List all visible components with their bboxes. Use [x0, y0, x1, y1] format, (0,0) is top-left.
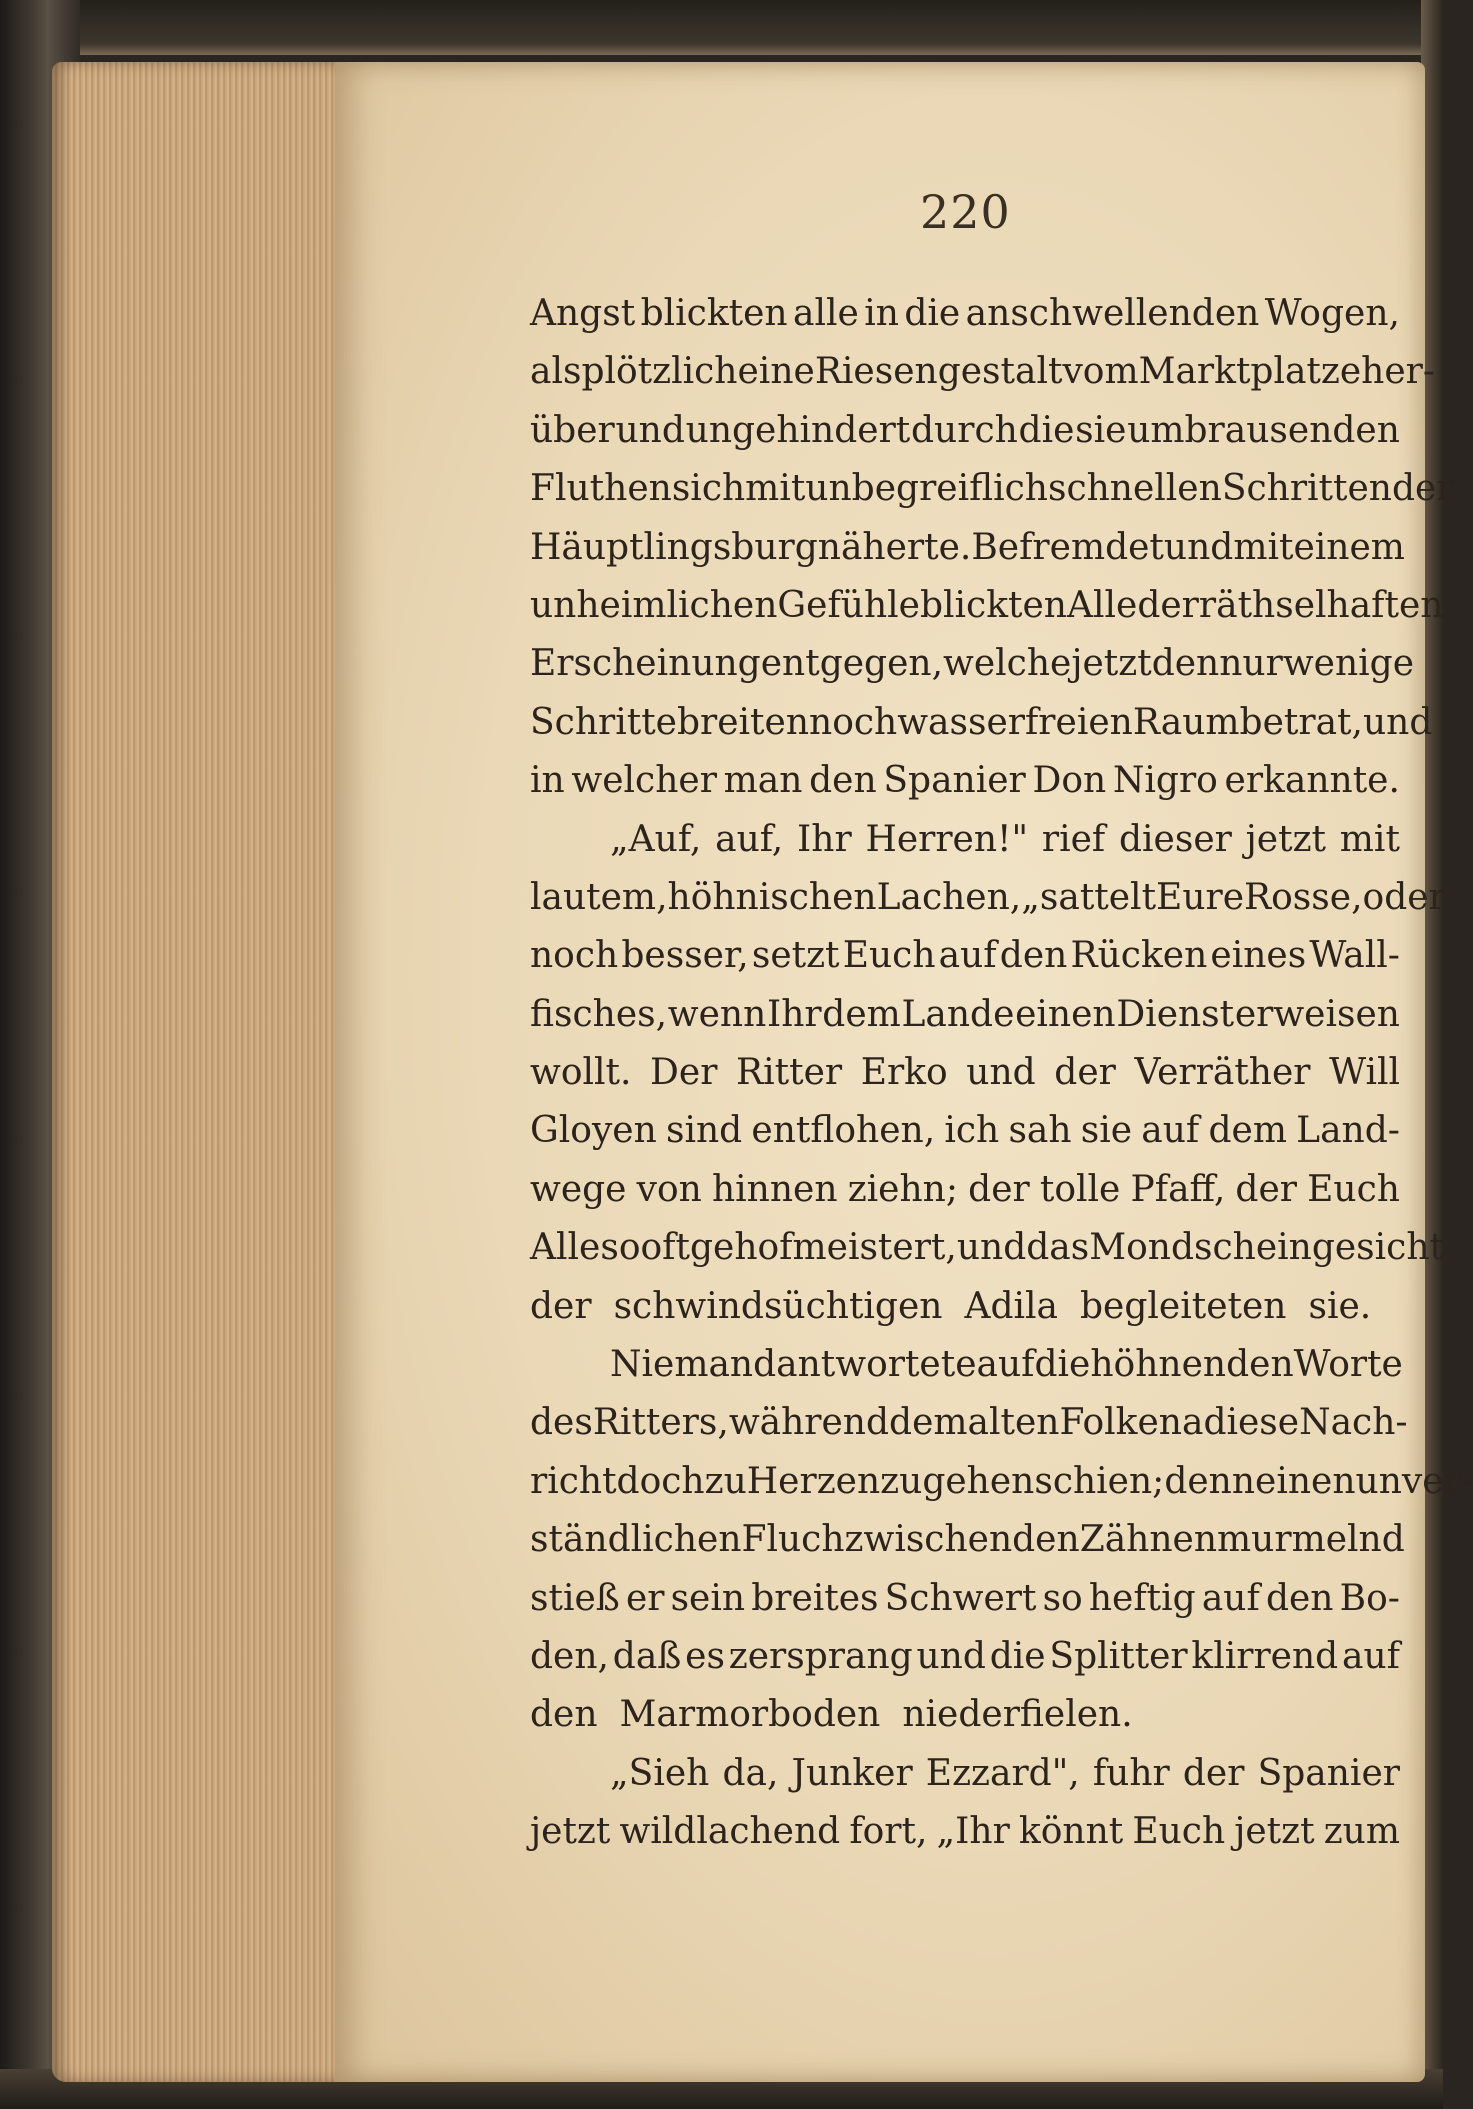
word: „Auf,	[610, 818, 702, 860]
word: die	[1018, 409, 1075, 451]
word: doch	[616, 1460, 705, 1502]
word: setzt	[751, 935, 840, 977]
word: der	[1137, 584, 1199, 626]
word: einen	[1015, 993, 1116, 1035]
word: zwischen	[844, 1519, 1013, 1561]
word: dem	[889, 1402, 968, 1444]
word: Schritten	[1221, 468, 1392, 510]
word: während	[728, 1402, 890, 1444]
word: eines	[1210, 935, 1307, 977]
word: des	[530, 1402, 593, 1444]
word: den,	[530, 1635, 609, 1677]
text-line	[530, 1161, 1400, 1219]
word: diese	[1203, 1402, 1300, 1444]
word: zum	[1323, 1811, 1400, 1853]
word: Ihr	[797, 818, 852, 860]
word: Land-	[1296, 1110, 1400, 1152]
word: Alle	[1066, 584, 1138, 626]
word: den	[530, 1694, 598, 1736]
page-number: 220	[920, 185, 1011, 239]
word: heftig	[1088, 1577, 1196, 1619]
word: dem	[822, 993, 901, 1035]
word: unver-	[1355, 1460, 1473, 1502]
word: Schwert	[884, 1577, 1037, 1619]
word: entflohen,	[751, 1110, 936, 1152]
word: wasserfreien	[897, 701, 1133, 743]
word: blickten	[640, 293, 788, 334]
word: Niemand	[610, 1344, 777, 1386]
word: gehen	[922, 1460, 1035, 1502]
word: begleiteten	[1080, 1285, 1287, 1327]
word: Marmorboden	[619, 1694, 881, 1736]
word: entgegen,	[760, 643, 944, 685]
word: Herzen	[746, 1460, 881, 1502]
word: stieß	[530, 1577, 620, 1619]
word: nur	[1219, 643, 1283, 685]
word: erweisen	[1234, 993, 1400, 1035]
word: sah	[1008, 1110, 1072, 1152]
word: jetzt	[1234, 1811, 1315, 1853]
word: es	[685, 1635, 725, 1677]
word: Erko	[860, 1052, 948, 1094]
text-line	[530, 1453, 1473, 1511]
word: Riesengestalt	[814, 351, 1063, 393]
word: zersprang	[728, 1635, 913, 1677]
word: mit	[745, 468, 806, 510]
text-line	[530, 519, 1405, 577]
word: sein	[670, 1577, 746, 1619]
word: Alle	[530, 1227, 601, 1269]
word: Euch	[842, 935, 936, 977]
word: Gloyen	[530, 1110, 657, 1152]
text-line	[530, 927, 1400, 985]
word: her-	[1361, 351, 1436, 393]
word: den	[1012, 1519, 1080, 1561]
text-line	[530, 752, 1400, 810]
text-line	[530, 1745, 1400, 1803]
text-line	[530, 986, 1400, 1044]
word: jetzt	[1245, 818, 1327, 860]
word: in	[864, 293, 899, 334]
text-line	[530, 343, 1436, 401]
word: ungehindert	[685, 409, 911, 451]
text-line	[530, 402, 1400, 460]
word: murmelnd	[1217, 1519, 1405, 1561]
word: Fluthen	[530, 468, 672, 510]
word: fort,	[849, 1811, 928, 1853]
word: der	[1391, 468, 1454, 510]
word: Verräther	[1134, 1052, 1311, 1094]
word: denn	[1164, 1460, 1256, 1502]
word: Mondscheingesicht	[1089, 1227, 1444, 1269]
text-line	[530, 1628, 1400, 1686]
word: Worte	[1293, 1344, 1403, 1386]
word: auf	[1342, 1635, 1400, 1677]
word: Splitter	[1049, 1635, 1188, 1677]
word: Wall-	[1309, 935, 1400, 977]
word: höhnenden	[1090, 1344, 1294, 1386]
word: breiten	[676, 701, 810, 743]
word: unheimlichen	[530, 584, 778, 626]
word: Der	[650, 1052, 718, 1094]
word: Zähnen	[1079, 1519, 1218, 1561]
word: den	[809, 760, 877, 802]
word: höhnischen	[667, 876, 877, 918]
word: in	[530, 760, 565, 802]
word: er	[625, 1577, 665, 1619]
word: tolle	[1039, 1168, 1121, 1210]
word: gehofmeistert,	[689, 1227, 957, 1269]
word: Häuptlingsburg	[530, 526, 818, 568]
word: auf	[1141, 1110, 1200, 1152]
text-line	[530, 285, 1400, 343]
word: betrat,	[1239, 701, 1363, 743]
book-cover-top	[0, 0, 1443, 55]
page-edges	[52, 62, 352, 2082]
word: ziehn;	[847, 1168, 958, 1210]
text-line	[530, 1511, 1405, 1569]
word: auf,	[715, 818, 784, 860]
word: Spanier	[1257, 1752, 1400, 1794]
word: erkannte.	[1224, 760, 1400, 802]
word: anschwellenden	[965, 293, 1260, 334]
word: sie.	[1308, 1285, 1372, 1327]
word: Rücken	[1070, 935, 1208, 977]
word: unbegreiflich	[805, 468, 1048, 510]
word: alle	[793, 293, 859, 334]
word: die	[904, 293, 961, 334]
word: richt	[530, 1460, 617, 1502]
text-line	[530, 1278, 1400, 1336]
word: schnellen	[1047, 468, 1222, 510]
word: fuhr	[1092, 1752, 1170, 1794]
word: der	[1235, 1168, 1297, 1210]
word: jetzt	[530, 1811, 611, 1853]
word: welche	[943, 643, 1072, 685]
word: schwindsüchtigen	[613, 1285, 943, 1327]
word: auf	[938, 935, 997, 977]
word: wenige	[1282, 643, 1415, 685]
word: Folkena	[1059, 1402, 1204, 1444]
word: jetzt	[1071, 643, 1152, 685]
word: und	[966, 1052, 1036, 1094]
word: dem	[1208, 1110, 1287, 1152]
text-line	[530, 811, 1400, 869]
word: „Sieh	[610, 1752, 710, 1794]
word: über	[530, 409, 615, 451]
word: den	[999, 935, 1068, 977]
word: mit	[1233, 526, 1294, 568]
word: Befremdet	[971, 526, 1164, 568]
word: die	[989, 1635, 1046, 1677]
word: schien;	[1034, 1460, 1165, 1502]
word: Euch	[1132, 1811, 1226, 1853]
text-line	[530, 694, 1433, 752]
word: von	[636, 1168, 702, 1210]
word: wollt.	[530, 1052, 632, 1094]
word: ständlichen	[530, 1519, 742, 1561]
word: besser,	[621, 935, 749, 977]
word: „Ihr	[936, 1811, 1010, 1853]
word: Ezzard",	[925, 1752, 1080, 1794]
word: zu	[704, 1460, 747, 1502]
body-text	[530, 285, 1473, 1862]
word: der	[530, 1285, 592, 1327]
word: näherte.	[817, 526, 972, 568]
word: breites	[751, 1577, 879, 1619]
word: auf	[976, 1344, 1035, 1386]
text-line	[530, 577, 1444, 635]
word: vom	[1062, 351, 1139, 393]
word: Nach-	[1299, 1402, 1408, 1444]
text-line	[530, 1336, 1403, 1394]
word: oder	[1362, 876, 1446, 918]
word: einen	[1255, 1460, 1356, 1502]
text-line	[530, 1686, 1400, 1744]
word: wege	[530, 1168, 627, 1210]
word: und	[956, 1227, 1027, 1269]
word: fisches,	[530, 993, 668, 1035]
word: so	[1042, 1577, 1083, 1619]
word: der	[1182, 1752, 1245, 1794]
word: Nigro	[1112, 760, 1218, 802]
word: den	[1151, 643, 1220, 685]
word: sind	[665, 1110, 743, 1152]
word: und	[1362, 701, 1433, 743]
word: der	[1054, 1052, 1116, 1094]
word: blickten	[919, 584, 1067, 626]
word: Spanier	[883, 760, 1026, 802]
word: die	[1034, 1344, 1091, 1386]
word: und	[916, 1635, 986, 1677]
word: Bo-	[1339, 1577, 1400, 1619]
text-line	[530, 460, 1454, 518]
text-line	[530, 1044, 1400, 1102]
word: könnt	[1018, 1811, 1124, 1853]
word: sie	[1080, 1110, 1133, 1152]
word: der	[968, 1168, 1030, 1210]
word: Herren!"	[865, 818, 1029, 860]
word: so	[600, 1227, 641, 1269]
word: da,	[722, 1752, 779, 1794]
word: als	[530, 351, 582, 393]
word: durch	[911, 409, 1018, 451]
text-line	[530, 1570, 1400, 1628]
word: Junker	[791, 1752, 913, 1794]
word: daß	[612, 1635, 682, 1677]
word: lautem,	[530, 876, 668, 918]
word: Ritter	[736, 1052, 843, 1094]
word: Adila	[964, 1285, 1059, 1327]
word: und	[1163, 526, 1234, 568]
word: eine	[737, 351, 815, 393]
word: welcher	[571, 760, 717, 802]
word: noch	[809, 701, 898, 743]
word: Pfaff,	[1130, 1168, 1226, 1210]
text-line	[530, 1394, 1408, 1452]
word: auf	[1201, 1577, 1260, 1619]
word: Lande	[901, 993, 1015, 1035]
word: Rosse,	[1244, 876, 1363, 918]
word: einem	[1293, 526, 1405, 568]
word: noch	[530, 935, 619, 977]
word: den	[1265, 1577, 1334, 1619]
word: Marktplatze	[1138, 351, 1362, 393]
word: umbrausenden	[1127, 409, 1400, 451]
text-line	[530, 1803, 1400, 1861]
word: antwortete	[776, 1344, 977, 1386]
word: und	[615, 409, 685, 451]
word: das	[1026, 1227, 1090, 1269]
word: ich	[944, 1110, 1000, 1152]
text-line	[530, 869, 1446, 927]
word: Schritte	[530, 701, 677, 743]
text-line	[530, 1219, 1444, 1277]
word: Dienst	[1116, 993, 1235, 1035]
word: Eure	[1156, 876, 1245, 918]
word: wildlachend	[619, 1811, 841, 1853]
word: dieser	[1119, 818, 1232, 860]
word: sich	[671, 468, 746, 510]
word: Erscheinung	[530, 643, 761, 685]
text-line	[530, 1102, 1400, 1160]
word: alten	[967, 1402, 1060, 1444]
word: „sattelt	[1021, 876, 1157, 918]
word: niederfielen.	[902, 1694, 1133, 1736]
word: plötzlich	[581, 351, 738, 393]
word: Wogen,	[1264, 293, 1400, 334]
word: man	[723, 760, 803, 802]
word: Lachen,	[876, 876, 1022, 918]
word: Raum	[1132, 701, 1240, 743]
word: mit	[1339, 818, 1400, 860]
word: Angst	[530, 293, 636, 334]
text-line	[530, 635, 1415, 693]
word: sie	[1075, 409, 1127, 451]
word: zu	[880, 1460, 923, 1502]
word: hinnen	[711, 1168, 838, 1210]
word: räthselhaften	[1198, 584, 1444, 626]
word: klirrend	[1191, 1635, 1339, 1677]
word: Gefühle	[777, 584, 920, 626]
word: wenn	[667, 993, 767, 1035]
word: Will	[1329, 1052, 1400, 1094]
word: Ihr	[766, 993, 822, 1035]
word: Euch	[1307, 1168, 1400, 1210]
word: Don	[1032, 760, 1107, 802]
word: rief	[1041, 818, 1106, 860]
word: Ritters,	[592, 1402, 729, 1444]
word: Fluch	[741, 1519, 845, 1561]
word: oft	[640, 1227, 690, 1269]
